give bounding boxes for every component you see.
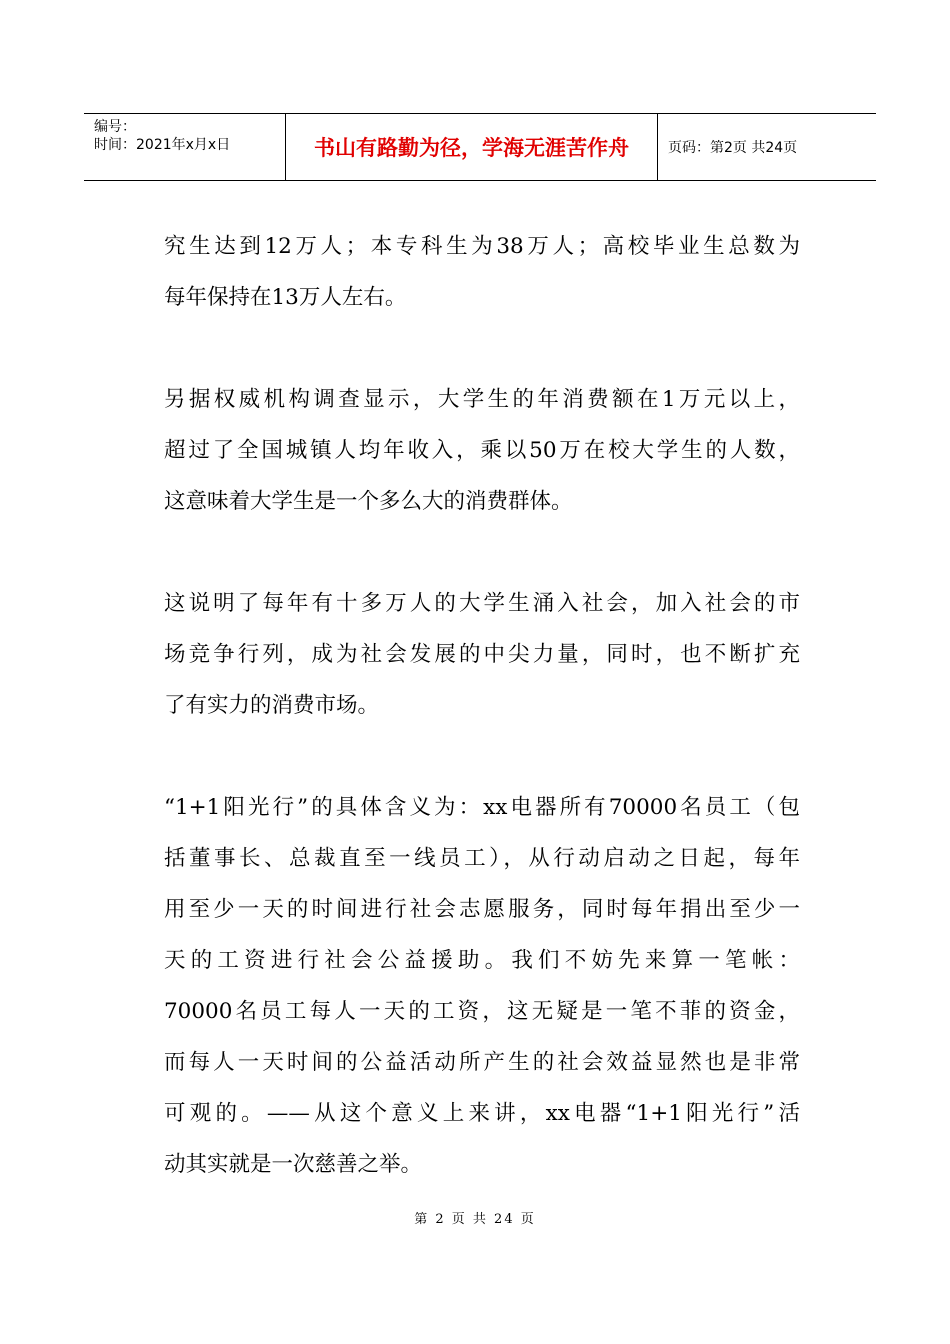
paragraph — [164, 221, 800, 323]
paragraph — [164, 578, 800, 731]
page-header — [84, 113, 876, 181]
paragraph-line: 究生达到12万人；本专科生为38万人；高校毕业生总数为 — [164, 234, 800, 259]
paragraph — [164, 374, 800, 527]
paragraph-line: 每年保持在13万人左右。 — [164, 285, 407, 310]
paragraph-line: 动其实就是一次慈善之举。 — [164, 1152, 423, 1177]
header-divider — [657, 114, 658, 180]
header-meta — [94, 118, 230, 154]
page-footer: 第 2 页 共 24 页 — [414, 1212, 536, 1227]
paragraph-line: 这说明了每年有十多万人的大学生涌入社会，加入社会的市 — [164, 591, 800, 616]
number-label: 编号： — [94, 119, 136, 135]
document-body — [164, 221, 800, 1190]
paragraph-line: 另据权威机构调查显示，大学生的年消费额在1万元以上， — [164, 387, 800, 412]
paragraph-line: 场竞争行列，成为社会发展的中尖力量，同时，也不断扩充 — [164, 642, 800, 667]
paragraph-line: 了有实力的消费市场。 — [164, 693, 380, 718]
paragraph-line: 用至少一天的时间进行社会志愿服务，同时每年捐出至少一 — [164, 897, 800, 922]
paragraph-line: 超过了全国城镇人均年收入，乘以50万在校大学生的人数， — [164, 438, 800, 463]
paragraph-line: “1+1阳光行”的具体含义为：xx电器所有70000名员工（包 — [164, 795, 800, 820]
paragraph-line: 括董事长、总裁直至一线员工），从行动启动之日起，每年 — [164, 846, 800, 871]
time-label: 时间：2021年x月x日 — [94, 137, 231, 153]
paragraph — [164, 782, 800, 1190]
header-page-info: 页码：第2页 共24页 — [668, 140, 798, 156]
header-motto: 书山有路勤为径，学海无涯苦作舟 — [314, 136, 629, 160]
paragraph-line: 而每人一天时间的公益活动所产生的社会效益显然也是非常 — [164, 1050, 800, 1075]
paragraph-line: 70000名员工每人一天的工资，这无疑是一笔不菲的资金， — [164, 999, 800, 1024]
paragraph-line: 这意味着大学生是一个多么大的消费群体。 — [164, 489, 573, 514]
paragraph-line: 可观的。——从这个意义上来讲，xx电器“1+1阳光行”活 — [164, 1101, 800, 1126]
paragraph-line: 天的工资进行社会公益援助。我们不妨先来算一笔帐： — [164, 948, 800, 973]
